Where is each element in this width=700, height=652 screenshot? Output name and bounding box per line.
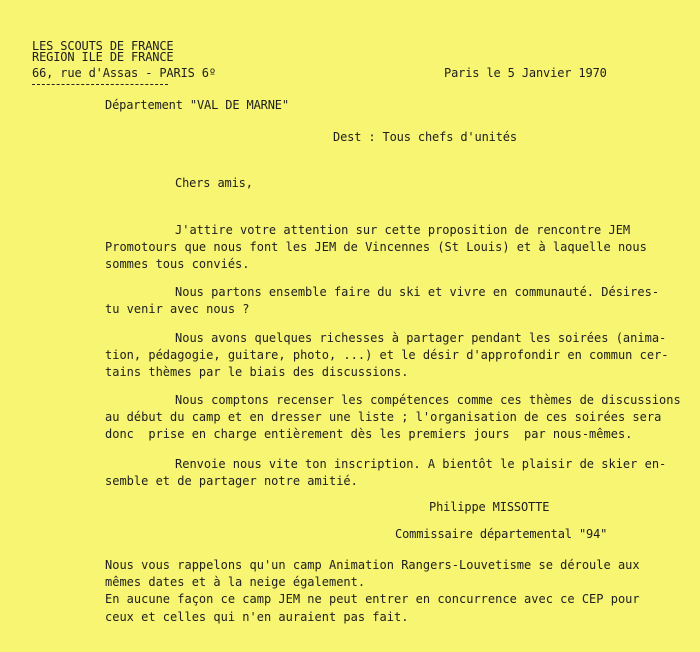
header-divider — [32, 84, 168, 85]
org-line-2: REGION ILE DE FRANCE — [32, 50, 174, 64]
paragraph-5 — [105, 456, 667, 490]
recipient-line: Dest : Tous chefs d'unités — [333, 130, 517, 144]
org-address: 66, rue d'Assas - PARIS 6º — [32, 66, 216, 80]
paragraph-line: sommes tous conviés. — [105, 257, 250, 272]
paragraph-line: Nous avons quelques richesses à partager pendant les soirées (anima- — [175, 331, 667, 345]
footer-line: Nous vous rappelons qu'un camp Animation Rangers-Louvetisme se déroule aux — [105, 558, 640, 572]
signature-name: Philippe MISSOTTE — [429, 500, 550, 514]
footer-note — [105, 557, 645, 626]
signature-title: Commissaire départemental "94" — [395, 527, 608, 541]
paragraph-line: Promotours que nous font les JEM de Vincennes (St Louis) et à laquelle nous — [105, 240, 647, 255]
org-line-1: LES SCOUTS DE FRANCE — [32, 39, 174, 53]
footer-line: mêmes dates et à la neige également. — [105, 575, 366, 590]
footer-line: ceux et celles qui n'en auraient pas fait. — [105, 609, 409, 624]
salutation: Chers amis, — [175, 176, 253, 190]
paragraph-line: tains thèmes par le biais des discussions. — [105, 365, 409, 380]
paragraph-line: Renvoie nous vite ton inscription. A bientôt le plaisir de skier en- — [175, 457, 667, 471]
paragraph-line: Nous partons ensemble faire du ski et vivre en communauté. Désires- — [175, 285, 660, 299]
department-line: Département "VAL DE MARNE" — [105, 98, 289, 112]
paragraph-line: tu venir avec nous ? — [105, 302, 250, 317]
paragraph-3 — [105, 330, 669, 382]
date-line: Paris le 5 Janvier 1970 — [444, 66, 607, 80]
paragraph-line: au début du camp et en dresser une liste ; l'organisation de ces soirées sera — [105, 410, 662, 425]
paragraph-line: donc prise en charge entièrement dès les premiers jours par nous-mêmes. — [105, 427, 633, 442]
footer-line: En aucune façon ce camp JEM ne peut entrer en concurrence avec ce CEP pour — [105, 592, 640, 607]
paragraph-1 — [105, 222, 645, 274]
paragraph-line: J'attire votre attention sur cette proposition de rencontre JEM — [175, 223, 631, 237]
paragraph-line: semble et de partager notre amitié. — [105, 474, 358, 489]
paragraph-line: Nous comptons recenser les compétences comme ces thèmes de discussions — [175, 393, 681, 407]
paragraph-2 — [105, 284, 660, 318]
paragraph-4 — [105, 392, 681, 444]
paragraph-line: tion, pédagogie, guitare, photo, ...) et le désir d'approfondir en commun cer- — [105, 348, 669, 363]
